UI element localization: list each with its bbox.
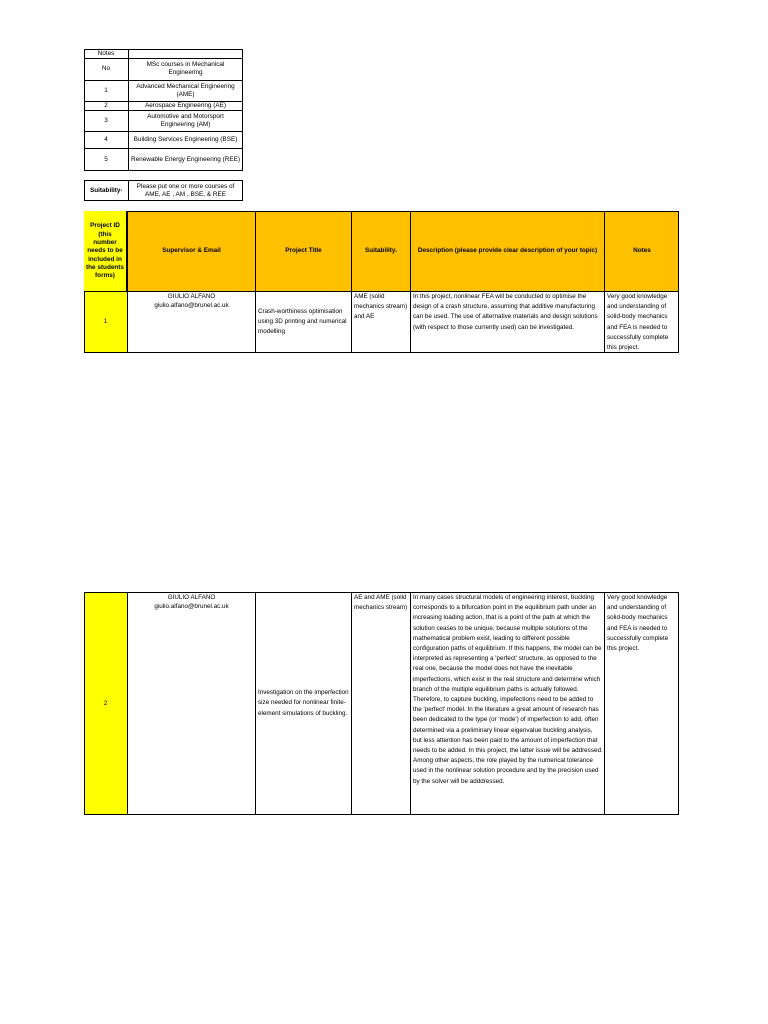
- header-supervisor: Supervisor & Email: [162, 247, 221, 255]
- suitability-text: Please put one or more courses of AME, AE , AM , BSE, & REE: [136, 182, 235, 198]
- supervisor-email: giulio.alfano@brunel.ac.uk: [154, 603, 229, 610]
- project-suitability: AME (solid mechanics stream) and AE: [354, 293, 408, 321]
- project-id: 1: [103, 318, 108, 325]
- header-suitability-marker: *: [395, 248, 398, 254]
- project-row: [84, 592, 679, 815]
- notes-header-courses: MSc courses in Mechanical Engineering: [146, 61, 225, 76]
- supervisor-name: GIULIO ALFANO: [167, 293, 216, 300]
- suitability-box: [84, 180, 243, 201]
- project-description: In many cases structural models of engineering interest, buckling corresponds to a bifurcation point in the equilibrium path under an increasing loading action, that is a point of the path at which the solution ceases to be unique, because multiple solutions of the mathematical problem exist, leading to different possible configuration paths of equilibrium. If this happens, the model can be interpreted as representing a 'perfect' structure, as opposed to the real one, because the model does not have the inevitable imperfections, which exist in the real structure and determine which branch of the multiple equilibrium paths is actually followed. Therefore, to capture buckling, impefections need to be added to the 'perfect' model. In the literature a great amount of research has been dedicated to the type (or 'mode') of imperfection to add, often determined via a preliminary linear eigenvalue buckling analysis, but less attention has been paid to the amount of imperfection that needs to be added. In this project, the latter issue will be addressed. Among other aspects, the role played by the numerical tolerance used in the nonlinear solution procedure and by the precision used by the solver will be adddressed.: [413, 594, 603, 785]
- project-title: Investigation on the imperfection size needed for nonlinear finite-element simulations of buckling.: [258, 689, 349, 717]
- project-row: [84, 291, 679, 353]
- header-project-title: Project Title: [285, 247, 322, 255]
- project-notes: Very good knowledge and understanding of solid-body mechanics and FEA is needed to successfully complete this project.: [607, 594, 669, 653]
- project-title: Crash-worthiness optimisation using 3D printing and numerical modelling: [258, 307, 347, 336]
- suitability-label: [84, 180, 128, 201]
- notes-row-course: Advanced Mechanical Engineering (AME): [136, 82, 235, 98]
- header-project-id: Project ID (this number needs to be included in the students forms): [84, 211, 127, 292]
- supervisor-email: giulio.alfano@brunel.ac.uk: [154, 302, 229, 309]
- notes-row-course: Automotive and Motorsport Engineering (AM): [147, 112, 224, 128]
- project-suitability: AE and AME (solid mechanics stream): [354, 594, 408, 612]
- header-suitability-text: Suitability: [364, 247, 396, 255]
- header-suitability: [352, 211, 410, 292]
- projects-table-header: [84, 211, 679, 292]
- notes-row-no: 1: [104, 86, 108, 94]
- project-id: 2: [103, 699, 108, 707]
- notes-row-no: 5: [104, 155, 108, 163]
- project-title-cell: [256, 291, 351, 353]
- header-description: Description (please provide clear description of your topic): [417, 247, 598, 255]
- header-notes: Notes: [633, 247, 651, 255]
- supervisor-cell: [128, 291, 255, 311]
- supervisor-name: GIULIO ALFANO: [167, 594, 216, 601]
- suitability-label-text: Suitability: [89, 186, 121, 194]
- supervisor-cell: [128, 592, 255, 612]
- notes-row-no: 2: [104, 101, 108, 109]
- notes-row-course: Building Services Engineering (BSE): [133, 135, 238, 143]
- notes-title: Notes: [97, 49, 115, 57]
- project-title-cell: [256, 592, 351, 815]
- suitability-marker: *: [120, 188, 123, 193]
- notes-row-no: 4: [104, 135, 108, 143]
- notes-header-no: No: [101, 65, 111, 72]
- notes-table: [84, 49, 243, 171]
- notes-row-no: 3: [104, 116, 108, 124]
- project-description: In this project, nonlinear FEA will be conducted to optimise the design of a crash structure, assuming that additive manufacturing can be used. The use of alternative materials and design solutions (with respect to those currently used) can be investigated.: [413, 293, 598, 331]
- project-notes: Very good knowledge and understanding of solid-body mechanics and FEA is needed to successfully complete this project.: [607, 293, 669, 352]
- notes-row-course: Aerospace Engineering (AE): [145, 101, 226, 109]
- notes-row-course: Renewable Energy Engineering (REE): [130, 155, 241, 163]
